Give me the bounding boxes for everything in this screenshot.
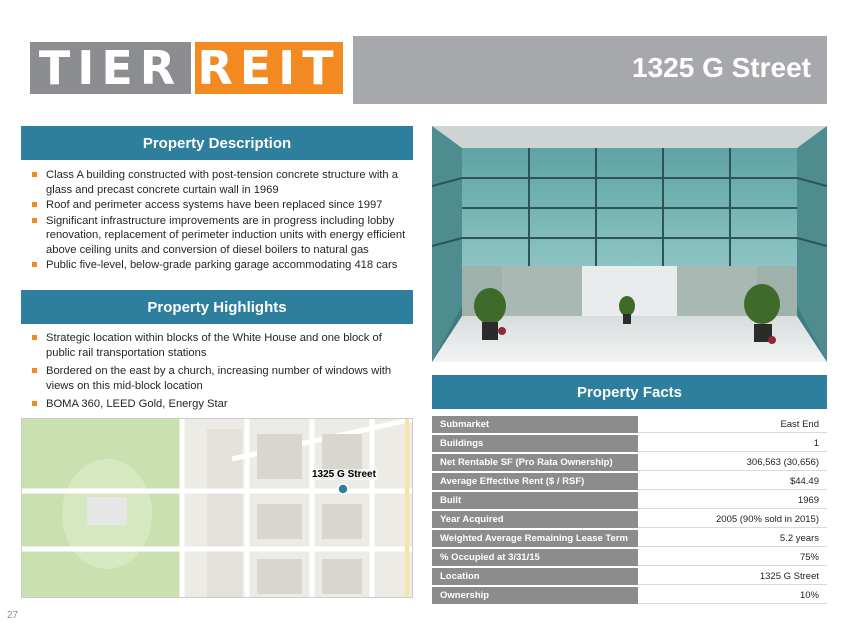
table-row xyxy=(432,492,827,509)
description-bullet: Roof and perimeter access systems have been replaced since 1997 xyxy=(31,198,409,213)
table-row xyxy=(432,568,827,585)
logo-tier-block xyxy=(30,42,191,94)
description-bullet: Significant infrastructure improvements are in progress including lobby renovation, replacement of perimeter induction units with energy efficient above ceiling units and conversion of diesel boilers to natural gas xyxy=(31,214,409,258)
description-bullet: Class A building constructed with post-tension concrete structure with a glass and precast concrete curtain wall in 1969 xyxy=(31,168,409,197)
map-location-label: 1325 G Street xyxy=(312,469,376,480)
fact-value: East End xyxy=(638,416,827,433)
property-facts-table xyxy=(432,414,827,606)
property-description-header: Property Description xyxy=(21,126,413,160)
fact-label: Weighted Average Remaining Lease Term xyxy=(432,530,638,547)
highlight-bullet: Strategic location within blocks of the White House and one block of public rail transportation stations xyxy=(31,331,409,360)
logo-reit-block xyxy=(195,42,343,94)
fact-label: Submarket xyxy=(432,416,638,433)
description-bullet: Public five-level, below-grade parking garage accommodating 418 cars xyxy=(31,258,409,273)
fact-value: 5.2 years xyxy=(638,530,827,547)
property-highlights-header: Property Highlights xyxy=(21,290,413,324)
tier-reit-logo xyxy=(30,42,343,94)
fact-value: $44.49 xyxy=(638,473,827,490)
highlight-bullet: BOMA 360, LEED Gold, Energy Star xyxy=(31,397,409,412)
fact-label: Net Rentable SF (Pro Rata Ownership) xyxy=(432,454,638,471)
fact-value: 306,563 (30,656) xyxy=(638,454,827,471)
table-row xyxy=(432,416,827,433)
highlight-bullet: Bordered on the east by a church, increasing number of windows with views on this mid-block location xyxy=(31,364,409,393)
page-number: 27 xyxy=(7,610,19,621)
table-row xyxy=(432,511,827,528)
fact-value: 1325 G Street xyxy=(638,568,827,585)
fact-value: 2005 (90% sold in 2015) xyxy=(638,511,827,528)
fact-label: Built xyxy=(432,492,638,509)
fact-value: 10% xyxy=(638,587,827,604)
fact-label: Year Acquired xyxy=(432,511,638,528)
table-row xyxy=(432,530,827,547)
lobby-photo xyxy=(432,126,827,362)
title-banner xyxy=(353,36,827,104)
location-map xyxy=(21,418,413,598)
property-facts-header: Property Facts xyxy=(432,375,827,409)
fact-label: Ownership xyxy=(432,587,638,604)
logo-tier-text: TIER xyxy=(38,41,183,95)
fact-label: Location xyxy=(432,568,638,585)
table-row xyxy=(432,473,827,490)
fact-label: % Occupied at 3/31/15 xyxy=(432,549,638,566)
table-row xyxy=(432,587,827,604)
logo-reit-text: REIT xyxy=(197,41,341,95)
table-row xyxy=(432,454,827,471)
table-row xyxy=(432,549,827,566)
page-title: 1325 G Street xyxy=(632,52,811,83)
fact-value: 75% xyxy=(638,549,827,566)
table-row xyxy=(432,435,827,452)
property-highlights-list xyxy=(31,331,409,416)
fact-label: Average Effective Rent ($ / RSF) xyxy=(432,473,638,490)
property-description-list xyxy=(31,168,409,274)
fact-label: Buildings xyxy=(432,435,638,452)
fact-value: 1 xyxy=(638,435,827,452)
fact-value: 1969 xyxy=(638,492,827,509)
